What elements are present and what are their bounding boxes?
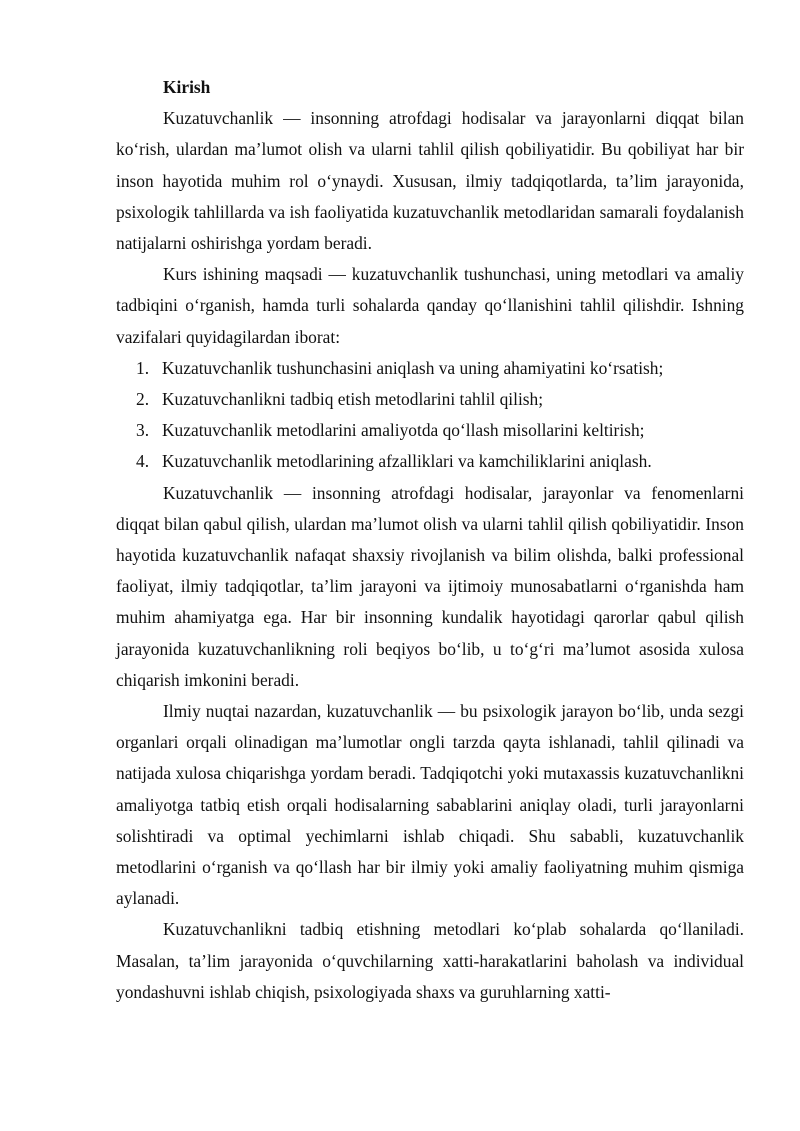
- section-heading: Kirish: [163, 77, 211, 97]
- list-item-number: 3.: [136, 420, 150, 441]
- list-item: [116, 353, 744, 384]
- list-item: [116, 384, 744, 415]
- list-item-text: Kuzatuvchanlik metodlarining afzalliklari va kamchiliklarini aniqlash.: [162, 451, 652, 472]
- list-item: [116, 446, 744, 477]
- list-item: [116, 415, 744, 446]
- list-item-text: Kuzatuvchanlik metodlarini amaliyotda qo‘llash misollarini keltirish;: [162, 420, 645, 441]
- body-paragraph-1: Kuzatuvchanlik — insonning atrofdagi hodisalar, jarayonlar va fenomenlarni diqqat bilan qabul qilish, ulardan ma’lumot olish va ularni tahlil qilish qobiliyatidir. Inson hayotida kuzatuvchanlik nafaqat shaxsiy rivojlanish va bilim olishda, balki professional faoliyat, ilmiy tadqiqotlar, ta’lim jarayoni va ijtimoiy munosabatlarni o‘rganishda ham muhim ahamiyatga ega. Har bir insonning kundalik hayotidagi qarorlar qabul qilish jarayonida kuzatuvchanlikning roli beqiyos bo‘lib, u to‘g‘ri ma’lumot asosida xulosa chiqarish imkonini beradi.: [116, 482, 744, 690]
- list-item-number: 2.: [136, 389, 150, 410]
- list-item-number: 1.: [136, 357, 150, 378]
- intro-paragraph-2: Kurs ishining maqsadi — kuzatuvchanlik tushunchasi, uning metodlari va amaliy tadbiqini o‘rganish, hamda turli sohalarda qanday qo‘llanishini tahlil qilishdir. Ishning vazifalari quyidagilardan iborat:: [116, 264, 744, 347]
- list-item-number: 4.: [136, 451, 150, 472]
- body-paragraph-3: Kuzatuvchanlikni tadbiq etishning metodlari ko‘plab sohalarda qo‘llaniladi. Masalan, ta’lim jarayonida o‘quvchilarning xatti-harakatlarini baholash va individual yondashuvni ishlab chiqish, psixologiyada shaxs va guruhlarning xatti-: [116, 919, 744, 1002]
- intro-paragraph-1: Kuzatuvchanlik — insonning atrofdagi hodisalar va jarayonlarni diqqat bilan ko‘rish, ulardan ma’lumot olish va ularni tahlil qilish qobiliyatidir. Bu qobiliyat har bir inson hayotida muhim rol o‘ynaydi. Xususan, ilmiy tadqiqotlarda, ta’lim jarayonida, psixologik tahlillarda va ish faoliyatida kuzatuvchanlik metodlaridan samarali foydalanish natijalarni oshirishga yordam beradi.: [116, 108, 744, 254]
- body-paragraph-2: Ilmiy nuqtai nazardan, kuzatuvchanlik — bu psixologik jarayon bo‘lib, unda sezgi organlari orqali olinadigan ma’lumotlar ongli tarzda qayta ishlanadi, tahlil qilinadi va natijada xulosa chiqarishga yordam beradi. Tadqiqotchi yoki mutaxassis kuzatuvchanlikni amaliyotga tatbiq etish orqali hodisalarning sabablarini aniqlay oladi, turli jarayonlarni solishtiradi va optimal yechimlarni ishlab chiqadi. Shu sababli, kuzatuvchanlik metodlarini o‘rganish va qo‘llash har bir ilmiy yoki amaliy faoliyatning muhim qismiga aylanadi.: [116, 701, 744, 909]
- document-page: [116, 72, 744, 1008]
- list-item-text: Kuzatuvchanlikni tadbiq etish metodlarini tahlil qilish;: [162, 389, 544, 410]
- list-item-text: Kuzatuvchanlik tushunchasini aniqlash va uning ahamiyatini ko‘rsatish;: [162, 357, 664, 378]
- task-list: [116, 353, 744, 478]
